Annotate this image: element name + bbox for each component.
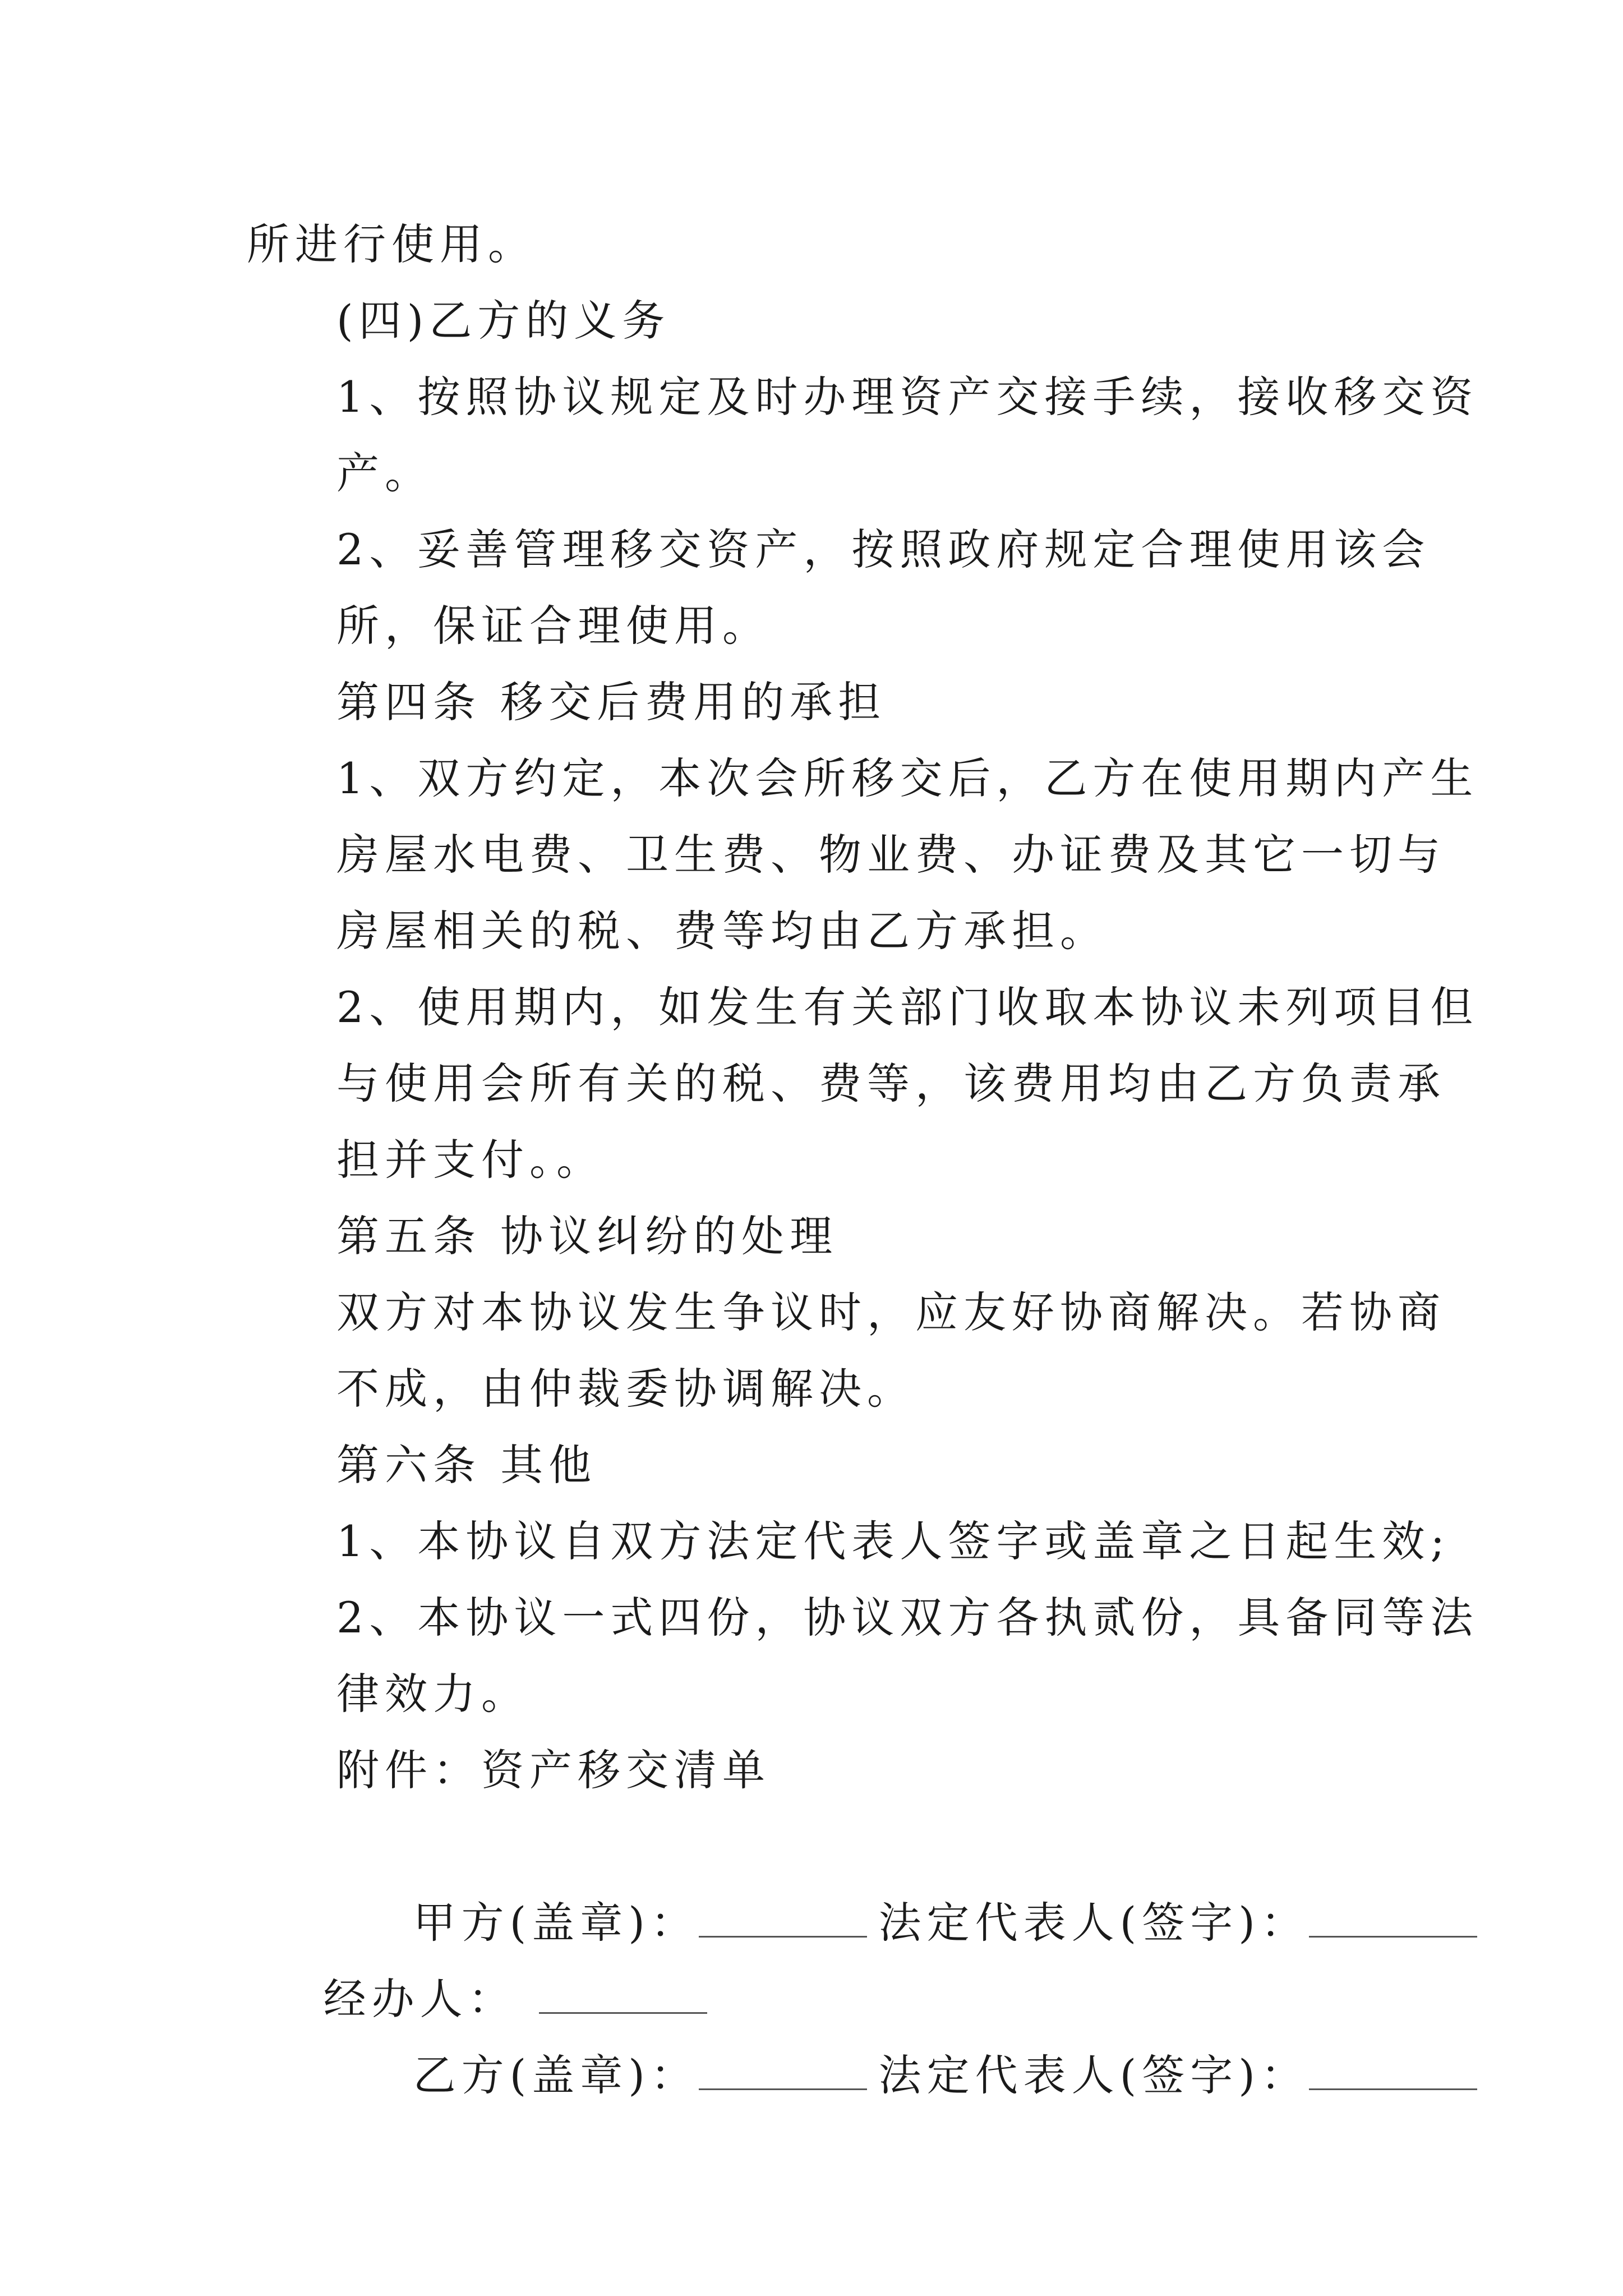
article-6-heading: 第六条 其他: [336, 1440, 597, 1490]
paragraph-article-6-item-1: 1、本协议自双方法定代表人签字或盖章之日起生效;: [336, 1516, 1450, 1566]
party-b-legal-rep-label: 法定代表人(签字)：: [878, 2050, 1309, 2100]
paragraph-article-4-item-1-text: 1、双方约定，本次会所移交后，乙方在使用期内产生房屋水电费、卫生费、物业费、办证费及其它一切与房屋相关的税、费等均由乙方承担。: [336, 753, 1479, 956]
party-b-legal-rep-blank[interactable]: [1309, 2053, 1477, 2090]
article-5-heading: 第五条 协议纠纷的处理: [336, 1211, 838, 1261]
party-a-legal-rep-blank[interactable]: [1309, 1900, 1477, 1938]
section-heading-party-b-obligations: (四)乙方的义务: [336, 296, 671, 346]
paragraph-article-5-body-text: 双方对本协议发生争议时，应友好协商解决。若协商不成，由仲裁委协调解决。: [336, 1287, 1446, 1414]
paragraph-article-5-body: [247, 1274, 1481, 1427]
paragraph-obligation-2: [247, 512, 1481, 664]
paragraph-obligation-1: [247, 359, 1481, 512]
paragraph-continuation: 所进行使用。: [247, 219, 536, 269]
attachment-line: 附件：资产移交清单: [336, 1745, 771, 1795]
party-b-seal-label: 乙方(盖章)：: [413, 2050, 699, 2100]
paragraph-article-4-item-1: [247, 740, 1481, 969]
party-a-seal-label: 甲方(盖章)：: [413, 1898, 699, 1948]
signature-row-party-b-rep: [802, 1961, 1477, 2190]
party-a-legal-rep-label: 法定代表人(签字)：: [878, 1898, 1309, 1948]
article-4-heading: 第四条 移交后费用的承担: [336, 677, 887, 727]
paragraph-article-4-item-2-text: 2、使用期内，如发生有关部门收取本协议未列项目但与使用会所有关的税、费等，该费用均由乙方负责承担并支付。。: [336, 982, 1479, 1185]
paragraph-obligation-1-text: 1、按照协议规定及时办理资产交接手续，接收移交资产。: [336, 372, 1479, 498]
paragraph-article-6-item-2: [247, 1580, 1481, 1732]
handler-label: 经办人：: [323, 1974, 517, 2024]
signature-row-party-b: [336, 1961, 867, 2190]
paragraph-obligation-2-text: 2、妥善管理移交资产，按照政府规定合理使用该会所，保证合理使用。: [336, 524, 1431, 651]
paragraph-article-4-item-2: [247, 969, 1481, 1198]
paragraph-article-6-item-2-text: 2、本协议一式四份，协议双方各执贰份，具备同等法律效力。: [336, 1593, 1479, 1719]
